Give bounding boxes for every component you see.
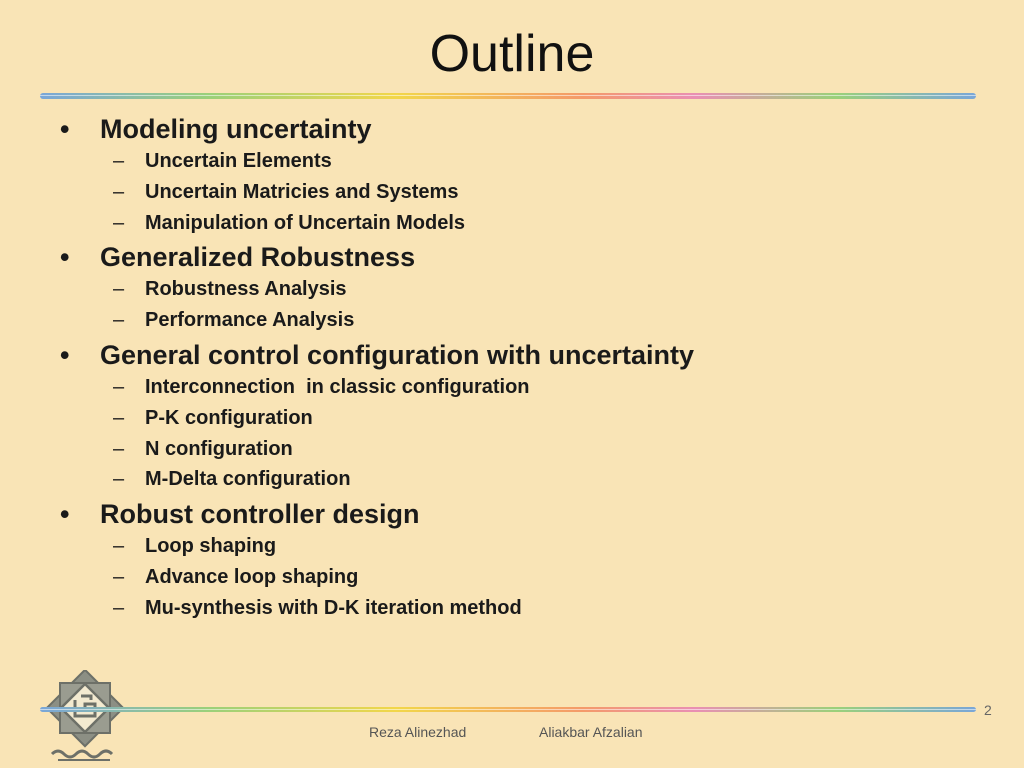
bullet-icon: • bbox=[60, 114, 70, 144]
subitem bbox=[60, 531, 980, 562]
subitem-label: Mu-synthesis with D-K iteration method bbox=[145, 596, 522, 619]
subitem bbox=[60, 208, 980, 239]
subitem-label: Performance Analysis bbox=[145, 309, 355, 332]
subitem bbox=[60, 305, 980, 336]
dash-icon: – bbox=[113, 468, 125, 491]
dash-icon: – bbox=[113, 406, 125, 429]
subitem bbox=[60, 372, 980, 403]
subitem bbox=[60, 562, 980, 593]
bullet-icon: • bbox=[60, 339, 70, 370]
subitem bbox=[60, 146, 980, 177]
dash-icon: – bbox=[113, 278, 125, 301]
section-heading: Generalized Robustness bbox=[100, 242, 416, 273]
footer-divider bbox=[40, 707, 976, 712]
footer-author-1: Reza Alinezhad bbox=[369, 724, 467, 740]
section-item bbox=[60, 497, 980, 531]
section-item bbox=[60, 338, 980, 372]
outline-list bbox=[60, 110, 980, 624]
subitem-label: Uncertain Matricies and Systems bbox=[145, 180, 459, 203]
dash-icon: – bbox=[113, 180, 125, 203]
subitem bbox=[60, 434, 980, 465]
title-divider bbox=[40, 93, 976, 99]
subitem-label: Advance loop shaping bbox=[145, 565, 359, 588]
section-heading: Robust controller design bbox=[100, 499, 420, 530]
section-item bbox=[60, 240, 980, 274]
subitem-label: Uncertain Elements bbox=[145, 150, 332, 172]
section-heading: Modeling uncertainty bbox=[100, 114, 372, 144]
dash-icon: – bbox=[113, 150, 125, 172]
dash-icon: – bbox=[113, 437, 125, 460]
subitem-label: Loop shaping bbox=[145, 535, 277, 558]
subitem-label: P-K configuration bbox=[145, 406, 313, 429]
university-logo-icon bbox=[44, 670, 126, 764]
footer-author-2: Aliakbar Afzalian bbox=[539, 724, 643, 740]
subitem-label: Robustness Analysis bbox=[145, 278, 347, 301]
dash-icon: – bbox=[113, 309, 125, 332]
section-item bbox=[60, 112, 980, 146]
dash-icon: – bbox=[113, 565, 125, 588]
bullet-icon: • bbox=[60, 242, 70, 273]
subitem bbox=[60, 274, 980, 305]
subitem-label: Interconnection in classic configuration bbox=[145, 375, 530, 398]
subitem bbox=[60, 177, 980, 208]
dash-icon: – bbox=[113, 375, 125, 398]
subitem bbox=[60, 403, 980, 434]
section-heading: General control configuration with uncertainty bbox=[100, 339, 695, 370]
dash-icon: – bbox=[113, 211, 125, 234]
slide-title: Outline bbox=[429, 25, 595, 83]
subitem-label: M-Delta configuration bbox=[145, 468, 351, 491]
dash-icon: – bbox=[113, 535, 125, 558]
bullet-icon: • bbox=[60, 499, 70, 530]
slide-number: 2 bbox=[984, 702, 992, 718]
subitem-label: N configuration bbox=[145, 437, 293, 460]
subitem-label: Manipulation of Uncertain Models bbox=[145, 211, 466, 234]
subitem bbox=[60, 464, 980, 495]
subitem bbox=[60, 593, 980, 624]
dash-icon: – bbox=[113, 596, 125, 619]
